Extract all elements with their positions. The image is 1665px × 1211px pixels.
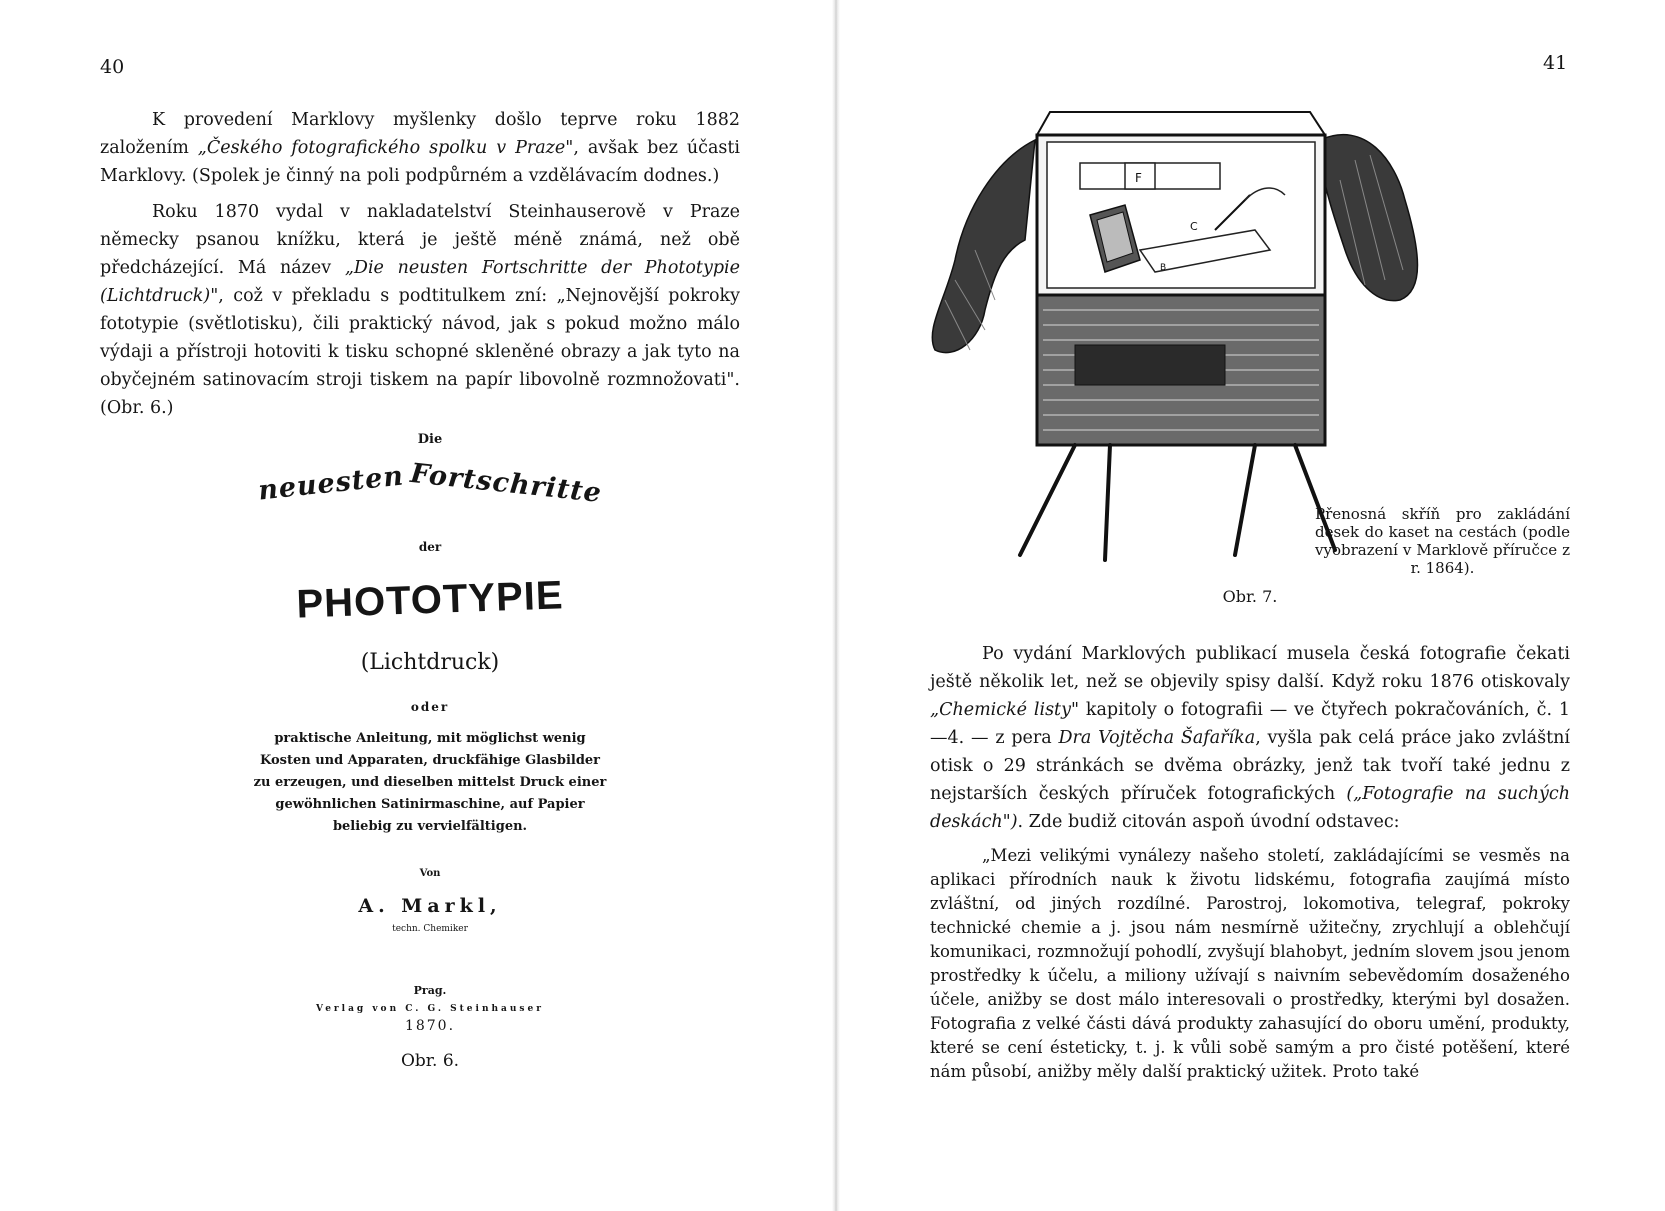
- figure-description-obr7: Přenosná skříň pro zakládání desek do kaset na cestách (podle vyobrazení v Marklově příručce z r. 1864).: [1315, 505, 1570, 577]
- tp-publisher: Verlag von C. G. Steinhauser: [316, 1004, 544, 1014]
- right-p1-text-b: kapitoly o fotografii — ve čtyřech pokračováních, č. 1—4. — z pera: [930, 700, 1570, 748]
- tp-author: A. Markl,: [358, 895, 502, 917]
- tp-phototypie: PHOTOTYPIE: [295, 573, 565, 627]
- figure-caption-obr6: Obr. 6.: [400, 1051, 460, 1071]
- figure-label-f: F: [1135, 171, 1142, 185]
- left-p1-text-end: , avšak bez účasti Marklovy. (Spolek je činný na poli podpůrném a vzdělávacím dodnes.): [100, 138, 740, 186]
- tp-neuesten: neuesten: [256, 460, 406, 507]
- right-p1-text-d: . Zde budiž citován aspoň úvodní odstavec:: [1017, 812, 1400, 832]
- page-number-right: 41: [1543, 52, 1568, 74]
- tp-von: Von: [419, 868, 441, 879]
- tp-place: Prag.: [413, 984, 447, 997]
- right-p1-text-a: Po vydání Marklových publikací musela česká fotografie čekati ještě několik let, než se objevily spisy další. Když roku 1876 otiskovaly: [930, 644, 1570, 692]
- left-paragraph-2: [100, 198, 740, 422]
- left-p2-italic: „Die neusten Fortschritte der Phototypie (Lichtdruck)": [100, 258, 741, 306]
- figure-caption-obr7: Obr. 7.: [1222, 587, 1278, 606]
- right-paragraph-1: [930, 640, 1570, 836]
- tp-subtitle: praktische Anleitung, mit möglichst wenig Kosten und Apparaten, druckfähige Glasbilder zu erzeugen, und dieselben mittelst Druck einer gewöhnlichen Satinirmaschine, auf Papier beliebig zu vervielfältigen.: [253, 731, 607, 834]
- figure-label-c: C: [1190, 220, 1198, 233]
- tp-die: Die: [417, 432, 443, 447]
- right-p1-italic-c: („Fotografie na suchých deskách"): [930, 784, 1570, 832]
- right-quote: „Mezi velikými vynálezy našeho století, zakládajícími se vesměs na aplikaci přírodních nauk k životu lidskému, fotografia zaujímá místo zvláštní, od jiných rozdílné. Parostroj, lokomotiva, telegraf, pokroky technické chemie a j. jsou nám nesmírně užitečny, zrychlují a oblehčují komunikaci, rozmnožují pohodlí, zvyšují blahobyt, jedním slovem jsou jenom prostředky k účelu, a miliony užívají s naivním sebevědomím dosaženého účele, anižby se dost málo interesovali o prostředky, kterými byl dosažen. Fotografia z velké části dává produkty zahasující do oboru umění, produkty, které se cení ésteticky, t. j. k vůli sobě samým a pro čisté potěšení, které nám působí, anižby měly další praktický užitek. Proto také: [930, 846, 1570, 1081]
- portable-darkroom-illustration: [925, 100, 1445, 570]
- tp-author-title: techn. Chemiker: [392, 924, 468, 934]
- right-p1-italic-b: Dra Vojtěcha Šafaříka: [1058, 728, 1256, 748]
- page-number-left: 40: [100, 56, 125, 78]
- book-gutter: [832, 0, 840, 1211]
- tp-fortschritte: Fortschritte: [408, 458, 604, 509]
- left-p1-italic: „Českého fotografického spolku v Praze": [197, 138, 574, 158]
- left-paragraph-1: [100, 106, 740, 190]
- left-p1-text: K provedení Marklovy myšlenky došlo teprve roku 1882 založením: [100, 110, 740, 158]
- figure-label-b: B: [1160, 263, 1167, 273]
- tp-year: 1870.: [404, 1018, 456, 1034]
- tp-der: der: [418, 540, 442, 554]
- right-p1-italic-a: „Chemické listy": [930, 700, 1080, 720]
- right-p1-text-c: , vyšla pak celá práce jako zvláštní otisk o 29 stránkách se dvěma obrázky, jenž tak tvoří také jednu z nejstarších českých příruček fotografických: [930, 728, 1570, 804]
- left-p2-text-end: , což v překladu s podtitulkem zní: „Nejnovější pokroky fototypie (světlotisku), čili praktický návod, jak s pokud možno málo výdaji a přístroji hotoviti k tisku schopné skleněné obrazy a jak tyto na obyčejném satinovacím stroji tiskem na papír libovolně rozmnožovati". (Obr. 6.): [100, 286, 740, 418]
- tp-heading: [220, 458, 640, 528]
- tp-lichtdruck: (Lichtdruck): [360, 650, 500, 675]
- tp-oder: oder: [410, 700, 450, 714]
- left-p2-text: Roku 1870 vydal v nakladatelství Steinhauserově v Praze německy psanou knížku, která je ještě méně známá, než obě předcházející. Má název: [100, 202, 740, 278]
